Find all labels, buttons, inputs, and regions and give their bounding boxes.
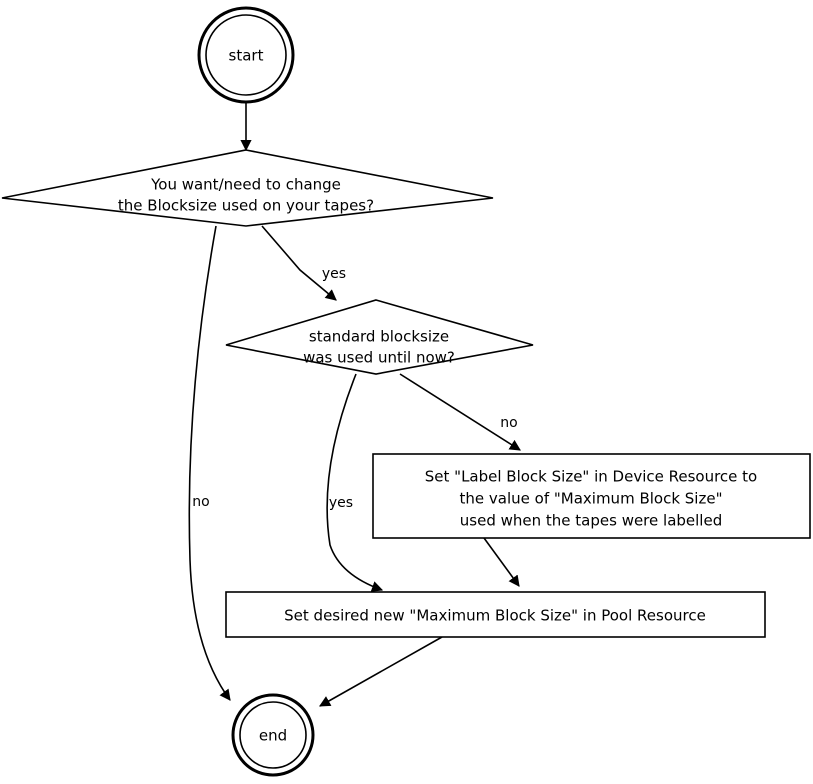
edge-decision-change-to-end	[189, 226, 230, 700]
edge-label-yes-standard: yes	[328, 495, 354, 511]
node-process-pool-line1: Set desired new "Maximum Block Size" in Pool Resource	[284, 606, 706, 625]
node-decision-change-line2: the Blocksize used on your tapes?	[117, 196, 375, 215]
node-start[interactable]	[199, 8, 293, 102]
node-process-label-line3: used when the tapes were labelled	[459, 511, 723, 530]
node-process-label-block-size[interactable]	[373, 454, 810, 538]
edge-label-yes-change: yes	[321, 266, 347, 282]
node-start-label: start	[228, 46, 264, 65]
edge-process-pool-to-end	[320, 637, 442, 706]
edge-label-no-standard: no	[500, 415, 518, 431]
node-process-label-line1: Set "Label Block Size" in Device Resource to	[424, 467, 758, 486]
node-decision-change-line1: You want/need to change	[151, 175, 341, 194]
edge-label-no-change: no	[192, 494, 210, 510]
edge-decision-standard-to-process-label	[400, 374, 520, 450]
node-process-label-line2: the value of "Maximum Block Size"	[459, 489, 723, 508]
node-decision-standard-line2: was used until now?	[303, 348, 455, 367]
node-decision-change-blocksize[interactable]	[2, 150, 493, 226]
node-decision-standard-blocksize[interactable]	[226, 300, 533, 374]
edge-decision-change-to-decision-standard	[262, 226, 346, 300]
node-end[interactable]	[233, 695, 313, 775]
node-decision-standard-line1: standard blocksize	[308, 327, 450, 346]
edge-process-label-to-process-pool	[484, 538, 519, 586]
node-end-label: end	[258, 726, 288, 745]
node-process-pool-resource[interactable]	[226, 592, 765, 637]
